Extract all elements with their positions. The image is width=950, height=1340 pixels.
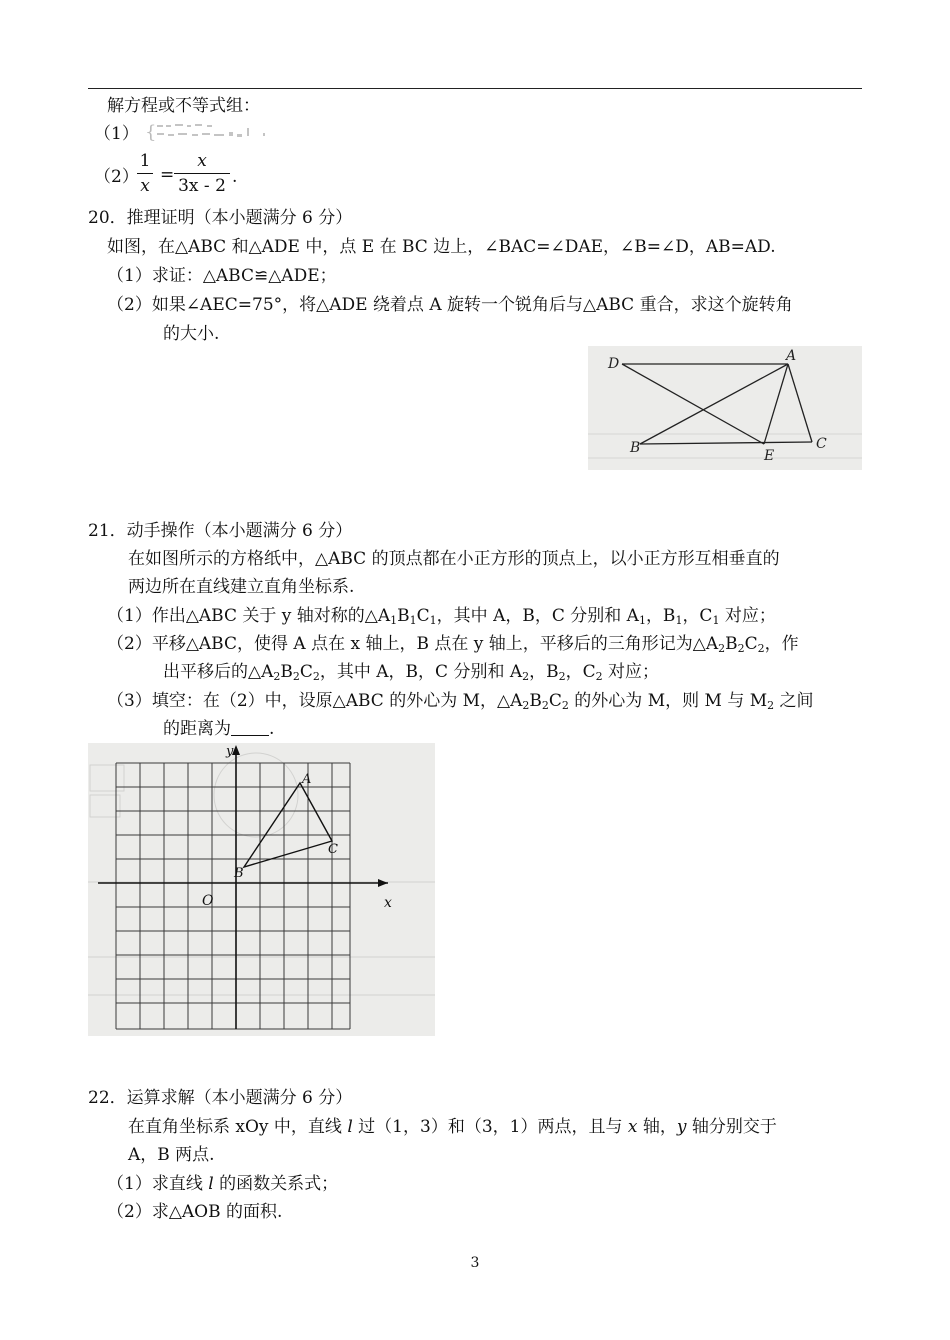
fraction-bar xyxy=(174,173,230,174)
q20-triangle-diagram xyxy=(588,346,862,470)
q20-figure xyxy=(588,346,862,470)
page-number: 3 xyxy=(470,1255,480,1271)
fraction-denominator: x xyxy=(140,176,150,196)
period: . xyxy=(232,167,238,187)
label-origin: O xyxy=(202,893,214,909)
fraction-1-over-x xyxy=(135,151,155,197)
label-A: A xyxy=(302,772,312,787)
q22-text-line1: 在直角坐标系 xOy 中，直线 l 过（1，3）和（3，1）两点，且与 x 轴，y 轴分别交于 xyxy=(128,1117,777,1137)
q22-part1: （1）求直线 l 的函数关系式； xyxy=(107,1174,339,1194)
q21-part2-line1: （2）平移△ABC，使得 A 点在 x 轴上，B 点在 y 轴上，平移后的三角形记为$\triangle A_2B_2C_2$，作 xyxy=(107,634,799,655)
q20-title: 20．推理证明（本小题满分 6 分） xyxy=(88,208,353,228)
q21-coordinate-grid xyxy=(88,743,435,1036)
label-B: B xyxy=(630,440,641,456)
svg-text:{: { xyxy=(145,122,157,142)
q21-part3-line2: 的距离为 . xyxy=(163,719,275,739)
label-C: C xyxy=(328,842,338,857)
header-rule xyxy=(88,88,862,89)
q22-title: 22．运算求解（本小题满分 6 分） xyxy=(88,1088,353,1108)
q20-part2-line2: 的大小. xyxy=(163,324,220,344)
q20-part1: （1）求证：△ABC≌△ADE； xyxy=(107,266,337,286)
intro-text: 解方程或不等式组： xyxy=(107,96,260,116)
equals-sign: = xyxy=(160,165,175,185)
fraction-denominator: 3x - 2 xyxy=(178,176,226,196)
q20-part2-line1: （2）如果∠AEC=75°，将△ADE 绕着点 A 旋转一个锐角后与△ABC 重合，求这个旋转角 xyxy=(107,295,793,315)
item2-label: （2） xyxy=(94,167,139,187)
fraction-numerator: x xyxy=(197,151,207,171)
answer-blank xyxy=(231,721,269,736)
label-E: E xyxy=(764,448,775,464)
q21-part3-line1: （3）填空：在（2）中，设原△ABC 的外心为 M，$\triangle A_2B_2C_2$ 的外心为 M，则 M 与 $M_2$ 之间 xyxy=(107,691,814,712)
q21-title: 21．动手操作（本小题满分 6 分） xyxy=(88,521,353,541)
label-B: B xyxy=(234,866,244,881)
q21-text-line2: 两边所在直线建立直角坐标系. xyxy=(128,577,355,597)
q22-part2: （2）求△AOB 的面积. xyxy=(107,1202,283,1222)
label-C: C xyxy=(816,436,827,452)
label-y-axis: y xyxy=(226,744,234,759)
blurred-inequality-image xyxy=(145,122,275,142)
q21-text-line1: 在如图所示的方格纸中，△ABC 的顶点都在小正方形的顶点上，以小正方形互相垂直的 xyxy=(128,549,780,569)
item1-label: （1） xyxy=(94,124,139,144)
fraction-numerator: 1 xyxy=(139,151,151,171)
fraction-bar xyxy=(137,173,153,174)
label-D: D xyxy=(608,356,620,372)
label-x-axis: x xyxy=(384,895,392,911)
q20-text: 如图，在△ABC 和△ADE 中，点 E 在 BC 边上，∠BAC=∠DAE，∠B=∠D，AB=AD. xyxy=(107,237,776,257)
q21-part1: （1）作出△ABC 关于 y 轴对称的$\triangle A_1B_1C_1$，其中 A，B，C 分别和 $A_1$，$B_1$，$C_1$ 对应； xyxy=(107,606,776,627)
q21-grid-figure xyxy=(88,743,435,1036)
q21-part2-line2: 出平移后的$\triangle A_2B_2C_2$，其中 A，B，C 分别和 $A_2$，$B_2$，$C_2$ 对应； xyxy=(163,662,660,683)
label-A: A xyxy=(786,348,797,364)
q22-text-line2: A，B 两点. xyxy=(128,1145,215,1165)
fraction-x-over-3x-2 xyxy=(172,151,232,197)
